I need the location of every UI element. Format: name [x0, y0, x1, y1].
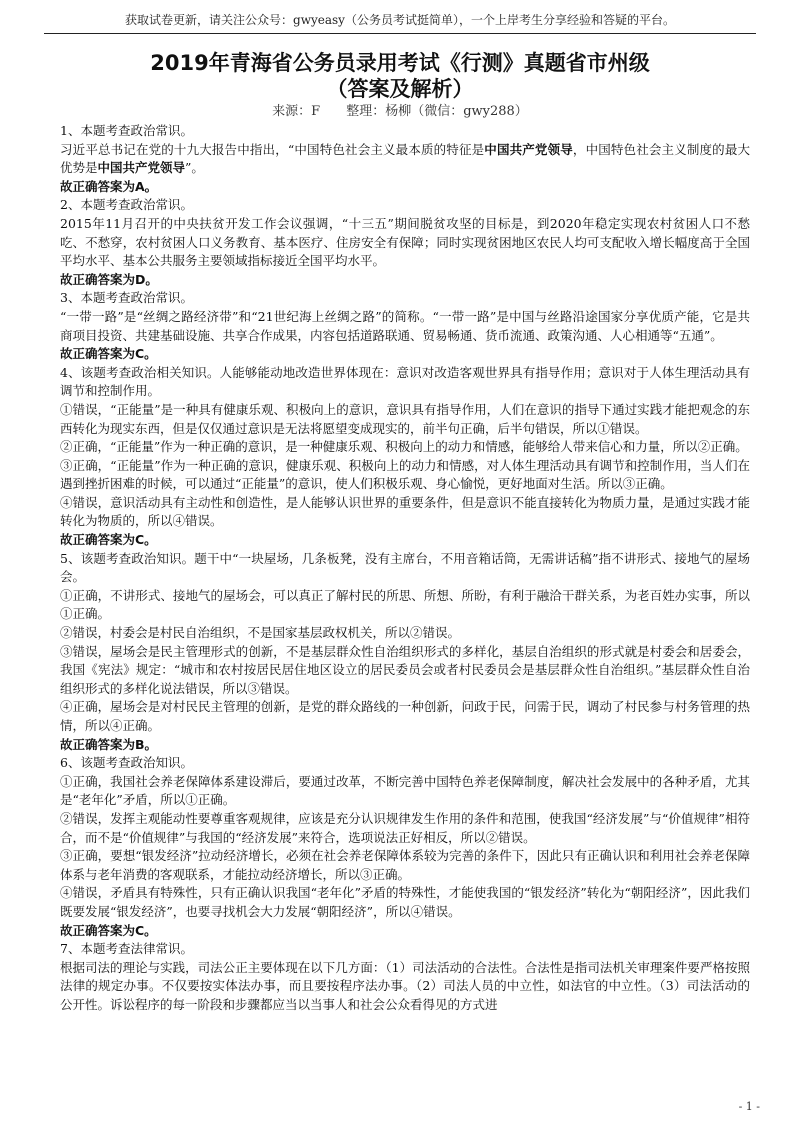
paragraph: 2015年11月召开的中央扶贫开发工作会议强调，“十三五”期间脱贫攻坚的目标是，到2020年稳定实现农村贫困人口不愁吃、不愁穿，农村贫困人口义务教育、基本医疗、住房安全有保障；同时实现贫困地区农民人均可支配收入增长幅度高于全国平均水平、基本公共服务主要领域指标接近全国平均水平。: [60, 215, 750, 269]
document-source-line: 来源：F 整理：杨柳（微信：gwy288）: [272, 104, 528, 119]
bold-term: 中国共产党领导: [484, 141, 573, 157]
answer-line: 故正确答案为C。: [60, 346, 157, 362]
paragraph: ④正确，屋场会是对村民民主管理的创新，是党的群众路线的一种创新，问政于民，问需于民，调动了村民参与村务管理的热情，所以④正确。: [60, 699, 750, 733]
paragraph: ②错误，村委会是村民自治组织，不是国家基层政权机关，所以②错误。: [60, 625, 461, 641]
answer-explanations: [60, 122, 750, 1015]
paragraph: ②正确，“正能量”作为一种正确的意识，是一种健康乐观、积极向上的动力和情感，能够给人带来信心和力量，所以②正确。: [60, 439, 748, 455]
header-divider: [44, 33, 756, 34]
paragraph: ④错误，意识活动具有主动性和创造性，是人能够认识世界的重要条件，但是意识不能直接转化为物质力量，是通过实践才能转化为物质的，所以④错误。: [60, 494, 750, 529]
paragraph: ③正确，要想“银发经济”拉动经济增长，必须在社会养老保障体系较为完善的条件下，因此只有正确认识和利用社会养老保障体系与老年消费的客观联系，才能拉动经济增长，所以③正确。: [60, 848, 750, 882]
paragraph: 5、该题考查政治知识。题干中“一块屋场，几条板凳，没有主席台，不用音箱话筒，无需讲话稿”指不讲形式、接地气的屋场会。: [60, 550, 750, 585]
paragraph: 根据司法的理论与实践，司法公正主要体现在以下几方面：（1）司法活动的合法性。合法性是指司法机关审理案件要严格按照法律的规定办事。不仅要按实体法办事，而且要按程序法办事。（2）司法人员的中立性，如法官的中立性。（3）司法活动的公开性。诉讼程序的每一阶段和步骤都应当以当事人和社会公众看得见的方式进: [60, 959, 750, 1012]
paragraph: ③错误，屋场会是民主管理形式的创新，不是基层群众性自治组织形式的多样化，基层自治组织的形式就是村委会和居委会，我国《宪法》规定：“城市和农村按居民居住地区设立的居民委员会或者村民委员会是基层群众性自治组织。”基层群众性自治组织形式的多样化说法错误，所以③错误。: [60, 643, 750, 696]
page-number: - 1 -: [738, 1100, 760, 1113]
paragraph: ④错误，矛盾具有特殊性，只有正确认识我国“老年化”矛盾的特殊性，才能使我国的“银发经济”转化为“朝阳经济”，因此我们既要发展“银发经济”，也要寻找机会大力发展“朝阳经济”，所以④错误。: [60, 885, 750, 919]
paragraph: ②错误，发挥主观能动性要尊重客观规律，应该是充分认识规律发生作用的条件和范围，使我国“经济发展”与“价值规律”相符合，而不是“价值规律”与我国的“经济发展”来符合，选项说法正好相反，所以②错误。: [60, 810, 750, 845]
paragraph: ①正确，不讲形式、接地气的屋场会，可以真正了解村民的所思、所想、所盼，有利于融洽干群关系，为老百姓办实事，所以①正确。: [60, 587, 750, 622]
answer-line: 故正确答案为B。: [60, 736, 158, 752]
paragraph: 4、该题考查政治相关知识。人能够能动地改造世界体现在：意识对改造客观世界具有指导作用；意识对于人体生理活动具有调节和控制作用。: [60, 364, 750, 399]
document-title: 2019年青海省公务员录用考试《行测》真题省市州级: [150, 51, 650, 75]
paragraph: 7、本题考查法律常识。: [60, 941, 193, 957]
answer-line: 故正确答案为D。: [60, 271, 158, 287]
document-subtitle: （答案及解析）: [326, 77, 474, 101]
top-banner-note: 获取试卷更新，请关注公众号：gwyeasy（公务员考试挺简单），一个上岸考生分享经验和答疑的平台。: [125, 13, 675, 27]
paragraph: ③正确，“正能量”作为一种正确的意识，健康乐观、积极向上的动力和情感，对人体生理活动具有调节和控制作用，当人们在遇到挫折困难的时候，可以通过“正能量”的意识，使人们积极乐观、身心愉悦，更好地面对生活。所以③正确。: [60, 457, 750, 492]
answer-line: 故正确答案为A。: [60, 178, 158, 194]
paragraph: 习近平总书记在党的十九大报告中指出，“中国特色社会主义最本质的特征是中国共产党领导，中国特色社会主义制度的最大优势是中国共产党领导”。: [60, 141, 750, 176]
paragraph: 1、本题考查政治常识。: [60, 123, 193, 138]
paragraph: ①错误，“正能量”是一种具有健康乐观、积极向上的意识，意识具有指导作用，人们在意识的指导下通过实践才能把观念的东西转化为现实东西，但是仅仅通过意识是无法将愿望变成现实的，前半句正确，后半句错误，所以①错误。: [60, 401, 750, 436]
answer-line: 故正确答案为C。: [60, 922, 157, 938]
bold-term: 中国共产党领导: [97, 160, 186, 176]
paragraph: 6、该题考查政治知识。: [60, 755, 193, 771]
paragraph: ①正确，我国社会养老保障体系建设滞后，要通过改革，不断完善中国特色养老保障制度，解决社会发展中的各种矛盾，尤其是“老年化”矛盾，所以①正确。: [60, 773, 750, 808]
paragraph: 3、本题考查政治常识。: [60, 290, 193, 306]
answer-line: 故正确答案为C。: [60, 532, 157, 548]
paragraph: 2、本题考查政治常识。: [60, 197, 193, 213]
paragraph: “一带一路”是“丝绸之路经济带”和“21世纪海上丝绸之路”的简称。“一带一路”是中国与丝路沿途国家分享优质产能，它是共商项目投资、共建基础设施、共享合作成果，内容包括道路联通、贸易畅通、货币流通、政策沟通、人心相通等“五通”。: [60, 308, 750, 343]
